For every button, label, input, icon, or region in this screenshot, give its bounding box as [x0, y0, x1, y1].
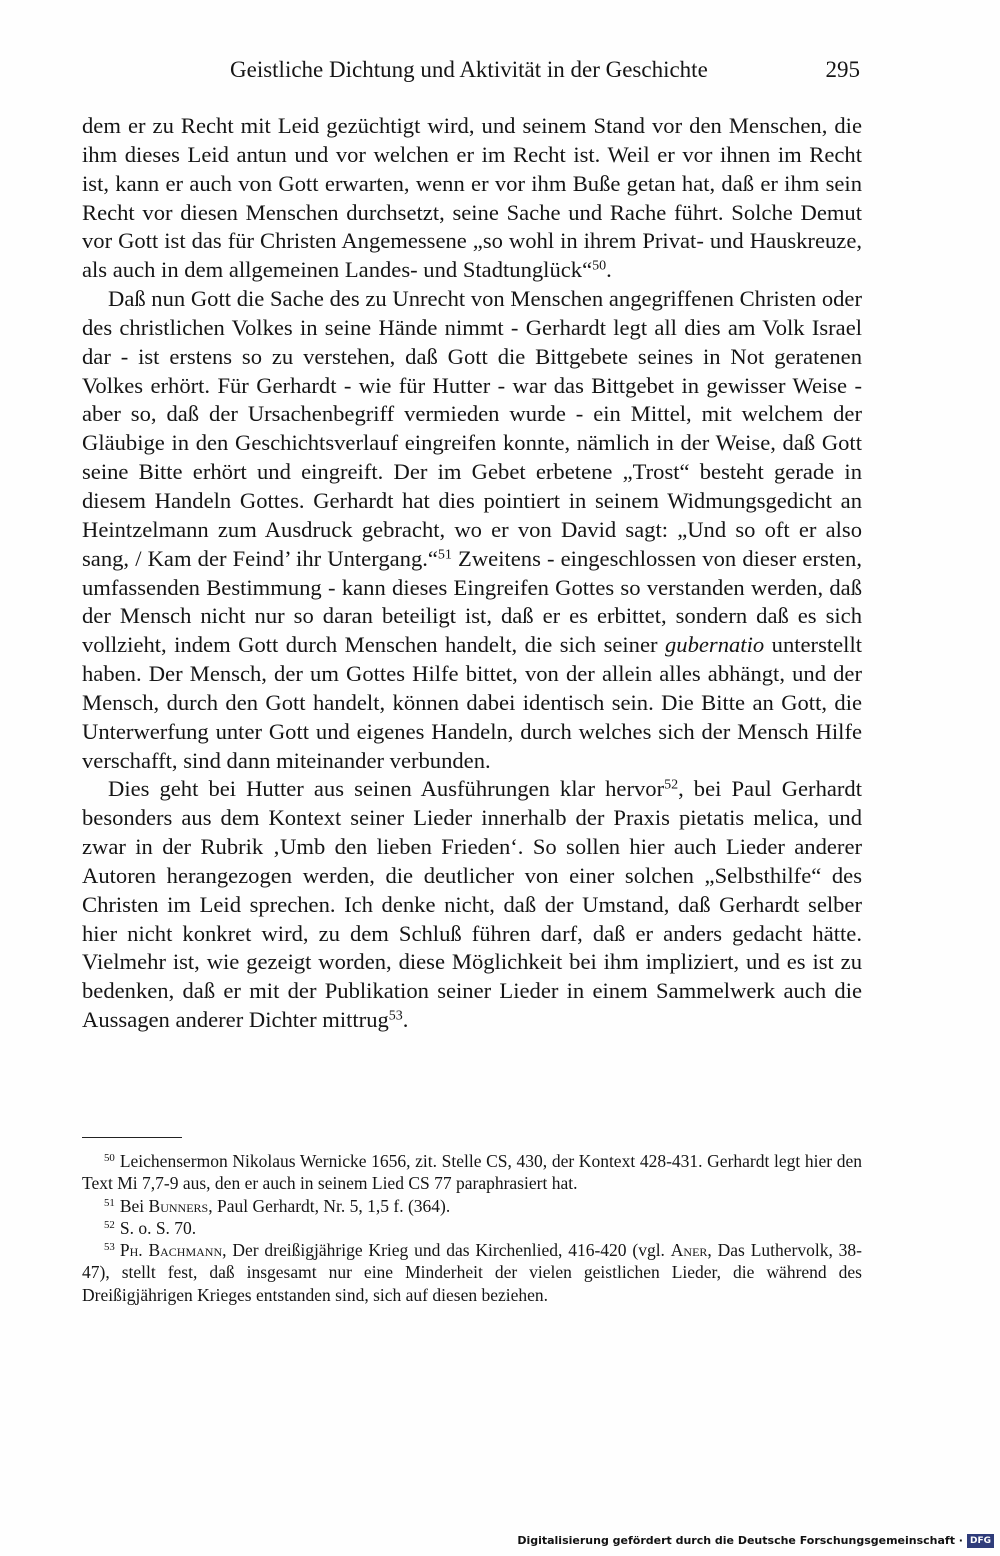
footnote-text: , Der dreißigjährige Krieg und das Kirchenlied, 416-420 (vgl.	[222, 1240, 671, 1261]
footnote-mark: 51	[104, 1196, 115, 1209]
footnote-ref-53: 53	[388, 1008, 403, 1024]
paragraph-2	[82, 285, 862, 775]
footnote-mark: 53	[104, 1241, 115, 1254]
footnote-author: Aner	[670, 1240, 708, 1261]
paragraph-3-part-b: , bei Paul Gerhardt besonders aus dem Kontext seiner Lieder innerhalb der Praxis pietatis melica, und zwar in der Rubrik ‚Umb den lieben Frieden‘. So sollen hier auch Lieder anderer Autoren herangezogen werden, die deutlicher von einer solchen „Selbsthilfe“ des Christen im Leid sprechen. Ich denke nicht, daß der Umstand, daß Gerhardt selber hier nicht konkret wird, zu dem Schluß führen darf, daß er anders gedacht hätte. Vielmehr ist, wie gezeigt worden, diese Möglichkeit bei ihm impliziert, und es ist zu bedenken, daß er mit der Publikation seiner Lieder in einem Sammelwerk auch die Aussagen anderer Dichter mittrug	[82, 776, 862, 1033]
footnote-51	[82, 1195, 862, 1217]
footnote-ref-52: 52	[664, 777, 679, 793]
footnote-separator	[82, 1137, 182, 1138]
italic-term-gubernatio: gubernatio	[665, 632, 765, 658]
dfg-logo-icon: DFG	[967, 1534, 994, 1548]
footnotes	[82, 1150, 862, 1306]
footnote-text: , Das Luthervolk, 38-47), stellt fest, daß insgesamt nur eine Minderheit der vielen geistlichen Lieder, die während des Dreißigjährigen Krieges entstanden sind, sich auf diesen beziehen.	[82, 1240, 862, 1305]
footnote-ref-51: 51	[437, 546, 452, 562]
footnote-author: Ph. Bachmann	[119, 1240, 223, 1261]
digitization-footer	[517, 1532, 994, 1550]
page-number: 295	[825, 57, 860, 82]
digitization-note: Digitalisierung gefördert durch die Deutsche Forschungsgemeinschaft ·	[517, 1534, 963, 1547]
paragraph-2-part-a: Daß nun Gott die Sache des zu Unrecht von Menschen angegriffenen Christen oder des christlichen Volkes in seine Hände nimmt - Gerhardt legt all dies am Volk Israel dar - ist erstens so zu verstehen, daß Gott die Bittgebete seines in Not geratenen Volkes erhört. Für Gerhardt - wie für Hutter - war das Bittgebet in gewisser Weise - aber so, daß der Ursachenbegriff vermieden wurde - ein Mittel, mit welchem der Gläubige in den Geschichtsverlauf eingreifen konnte, nämlich in der Weise, daß Gott seine Bitte erhört und eingreift. Der im Gebet erbetene „Trost“ besteht gerade in diesem Handeln Gottes. Gerhardt hat dies pointiert in seinem Widmungsgedicht an Heintzelmann zum Ausdruck gebracht, wo er von David sagt: „Und so oft er also sang, / Kam der Feind’ ihr Untergang.“	[82, 286, 862, 571]
footnote-text: , Paul Gerhardt, Nr. 5, 1,5 f. (364).	[208, 1195, 451, 1216]
footnote-mark: 50	[104, 1152, 115, 1165]
paragraph-2-part-c: unterstellt haben. Der Mensch, der um Gottes Hilfe bittet, von der allein alles abhängt, und der Mensch, durch den Gott handelt, können dabei identisch sein. Die Bitte an Gott, die Unterwerfung unter Gott und eigenes Handeln, durch welches sich der Mensch Hilfe verschafft, sind dann miteinander verbunden.	[82, 632, 862, 773]
footnote-ref-50: 50	[592, 258, 607, 274]
paragraph-3	[82, 775, 862, 1035]
footnote-text: Bei	[119, 1195, 149, 1216]
body-text	[82, 112, 862, 1035]
running-title: Geistliche Dichtung und Aktivität in der Geschichte	[230, 57, 708, 82]
running-head	[82, 54, 862, 86]
paragraph-3-end: .	[402, 1007, 409, 1033]
paragraph-2-part-b: Zweitens - eingeschlossen von dieser ersten, umfassenden Bestimmung - kann dieses Eingreifen Gottes so verstanden werden, daß der Mensch nicht nur so daran beteiligt ist, daß er es erbittet, sondern daß es sich vollzieht, indem Gott durch Menschen handelt, die sich seiner	[82, 545, 862, 658]
paragraph-3-part-a: Dies geht bei Hutter aus seinen Ausführungen klar hervor	[108, 776, 665, 802]
footnote-mark: 52	[104, 1218, 115, 1231]
paragraph-1-end: .	[606, 257, 612, 283]
footnote-text: Leichensermon Nikolaus Wernicke 1656, zit. Stelle CS, 430, der Kontext 428-431. Gerhardt legt hier den Text Mi 7,7-9 aus, den er auch in seinem Lied CS 77 paraphrasiert hat.	[82, 1151, 862, 1194]
footnote-text: S. o. S. 70.	[119, 1217, 197, 1238]
paragraph-1	[82, 112, 862, 285]
paragraph-1-text: dem er zu Recht mit Leid gezüchtigt wird, und seinem Stand vor den Menschen, die ihm dieses Leid antun und vor welchen er im Recht ist. Weil er vor ihnen im Recht ist, kann er auch von Gott erwarten, wenn er vor ihm Buße getan hat, daß er ihm sein Recht vor diesen Menschen durchsetzt, seine Sache und Rache führt. Solche Demut vor Gott ist das für Christen Angemessene „so wohl in ihrem Privat- und Hauskreuze, als auch in dem allgemeinen Landes- und Stadtunglück“	[82, 113, 862, 283]
footnote-52	[82, 1217, 862, 1239]
footnote-53	[82, 1239, 862, 1306]
footnote-50	[82, 1150, 862, 1195]
footnote-author: Bunners	[148, 1195, 209, 1216]
